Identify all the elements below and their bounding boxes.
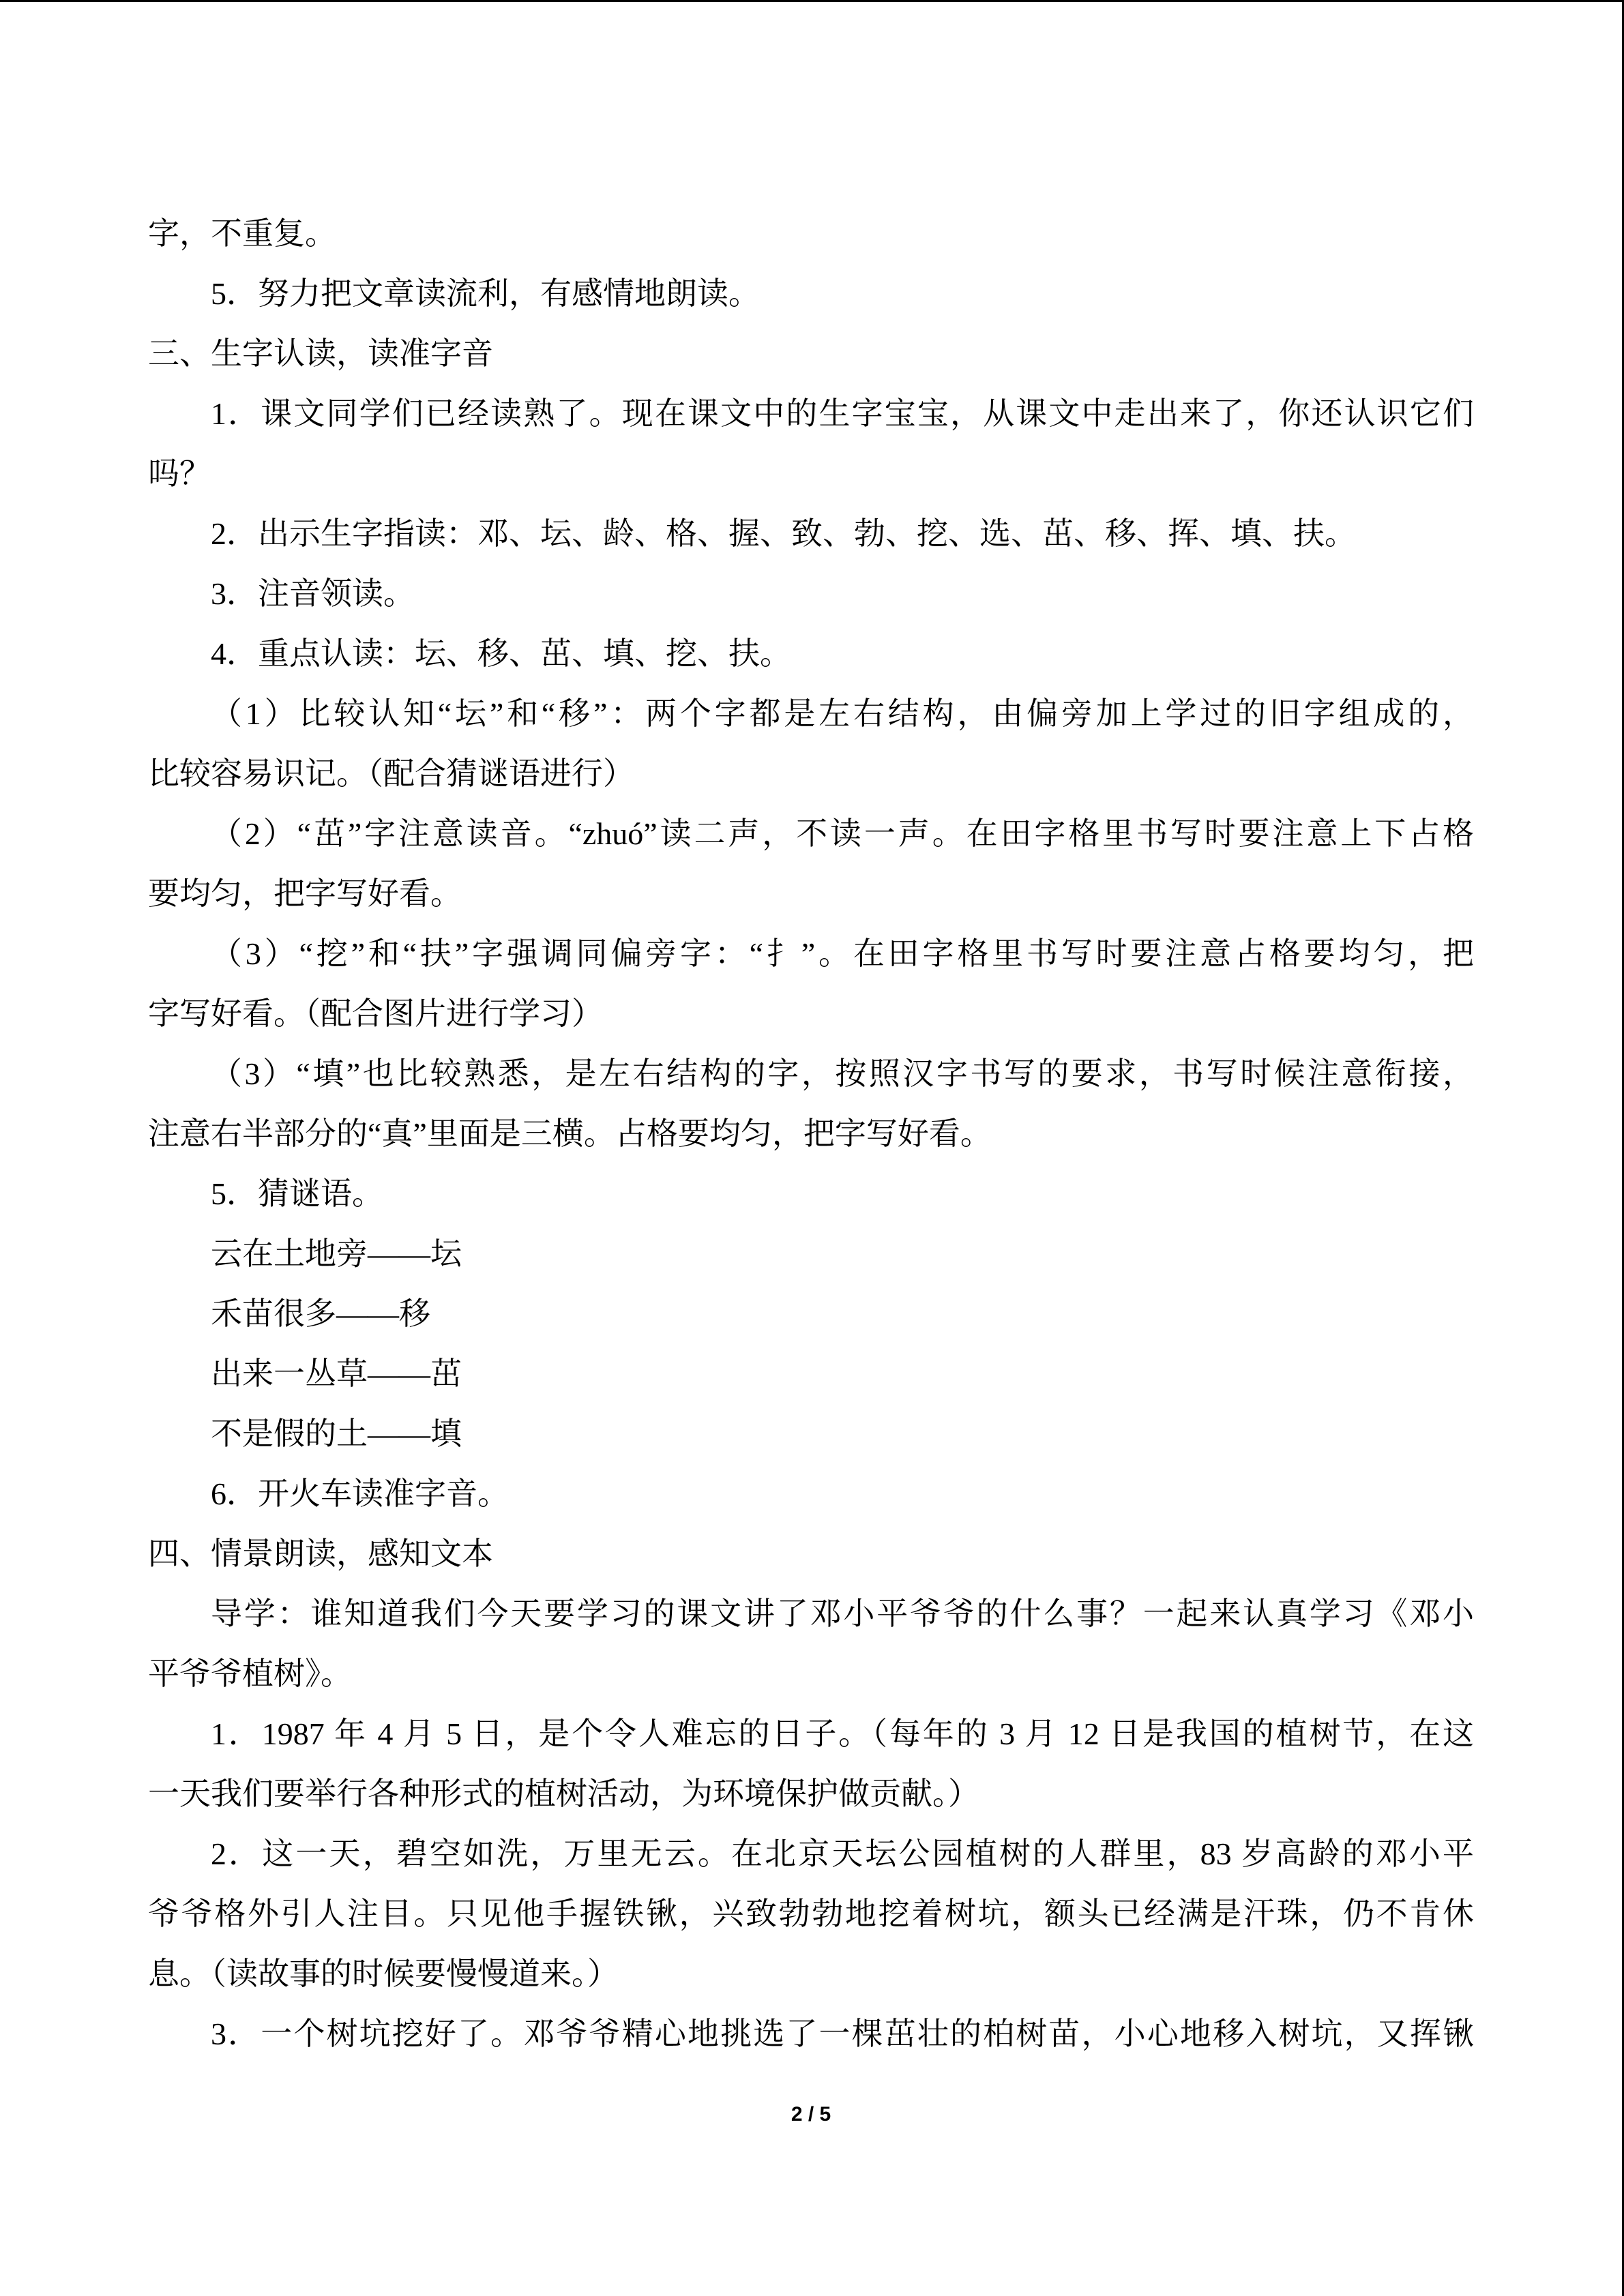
sub-list-item: （3）“挖”和“扶”字强调同偏旁字：“扌”。在田字格里书写时要注意占格要均匀，把 bbox=[211, 936, 1474, 971]
body-line: 爷爷格外引人注目。只见他手握铁锹，兴致勃勃地挖着树坑，额头已经满是汗珠，仍不肯休 bbox=[148, 1896, 1474, 1931]
body-line: 比较容易识记。（配合猜谜语进行） bbox=[148, 756, 634, 791]
list-item: 4．重点认读：坛、移、茁、填、挖、扶。 bbox=[211, 636, 791, 671]
sub-list-item: （1）比较认知“坛”和“移”：两个字都是左右结构，由偏旁加上学过的旧字组成的， bbox=[211, 696, 1474, 731]
body-line: 平爷爷植树》。 bbox=[148, 1656, 352, 1691]
riddle-line: 禾苗很多——移 bbox=[211, 1296, 430, 1331]
list-item: 5．猜谜语。 bbox=[211, 1176, 383, 1211]
sub-list-item: （2）“茁”字注意读音。“zhuó”读二声，不读一声。在田字格里书写时要注意上下占格 bbox=[211, 816, 1474, 851]
list-item: 6．开火车读准字音。 bbox=[211, 1476, 509, 1511]
riddle-line: 不是假的土——填 bbox=[211, 1416, 462, 1451]
list-item: 5．努力把文章读流利，有感情地朗读。 bbox=[211, 276, 760, 311]
list-item: 3．一个树坑挖好了。邓爷爷精心地挑选了一棵茁壮的柏树苗，小心地移入树坑，又挥锹 bbox=[211, 2016, 1474, 2051]
body-line: 字写好看。（配合图片进行学习） bbox=[148, 996, 603, 1031]
riddle-line: 出来一丛草——茁 bbox=[211, 1356, 462, 1391]
body-line: 注意右半部分的“真”里面是三横。占格要均匀，把字写好看。 bbox=[148, 1116, 992, 1151]
list-item: 1．课文同学们已经读熟了。现在课文中的生字宝宝，从课文中走出来了，你还认识它们 bbox=[211, 396, 1474, 431]
body-line: 字，不重复。 bbox=[148, 216, 336, 251]
section-heading: 三、生字认读，读准字音 bbox=[148, 336, 493, 371]
body-line: 要均匀，把字写好看。 bbox=[148, 876, 462, 911]
riddle-line: 云在土地旁——坛 bbox=[211, 1236, 462, 1271]
body-line: 吗？ bbox=[148, 456, 211, 491]
body-line: 息。（读故事的时候要慢慢道来。） bbox=[148, 1956, 619, 1991]
sub-list-item: （3）“填”也比较熟悉，是左右结构的字，按照汉字书写的要求，书写时候注意衔接， bbox=[211, 1056, 1474, 1091]
body-line: 导学：谁知道我们今天要学习的课文讲了邓小平爷爷的什么事？一起来认真学习《邓小 bbox=[211, 1596, 1474, 1631]
list-item: 2．出示生字指读：邓、坛、龄、格、握、致、勃、挖、选、茁、移、挥、填、扶。 bbox=[211, 516, 1356, 551]
page-number: 2 / 5 bbox=[791, 2103, 831, 2126]
list-item: 1．1987 年 4 月 5 日，是个令人难忘的日子。（每年的 3 月 12 日是我国的植树节，在这 bbox=[211, 1716, 1474, 1751]
section-heading: 四、情景朗读，感知文本 bbox=[148, 1536, 493, 1571]
list-item: 3．注音领读。 bbox=[211, 576, 415, 611]
document-body bbox=[148, 204, 1474, 2064]
list-item: 2．这一天，碧空如洗，万里无云。在北京天坛公园植树的人群里，83 岁高龄的邓小平 bbox=[211, 1836, 1474, 1871]
body-line: 一天我们要举行各种形式的植树活动，为环境保护做贡献。） bbox=[148, 1776, 979, 1811]
